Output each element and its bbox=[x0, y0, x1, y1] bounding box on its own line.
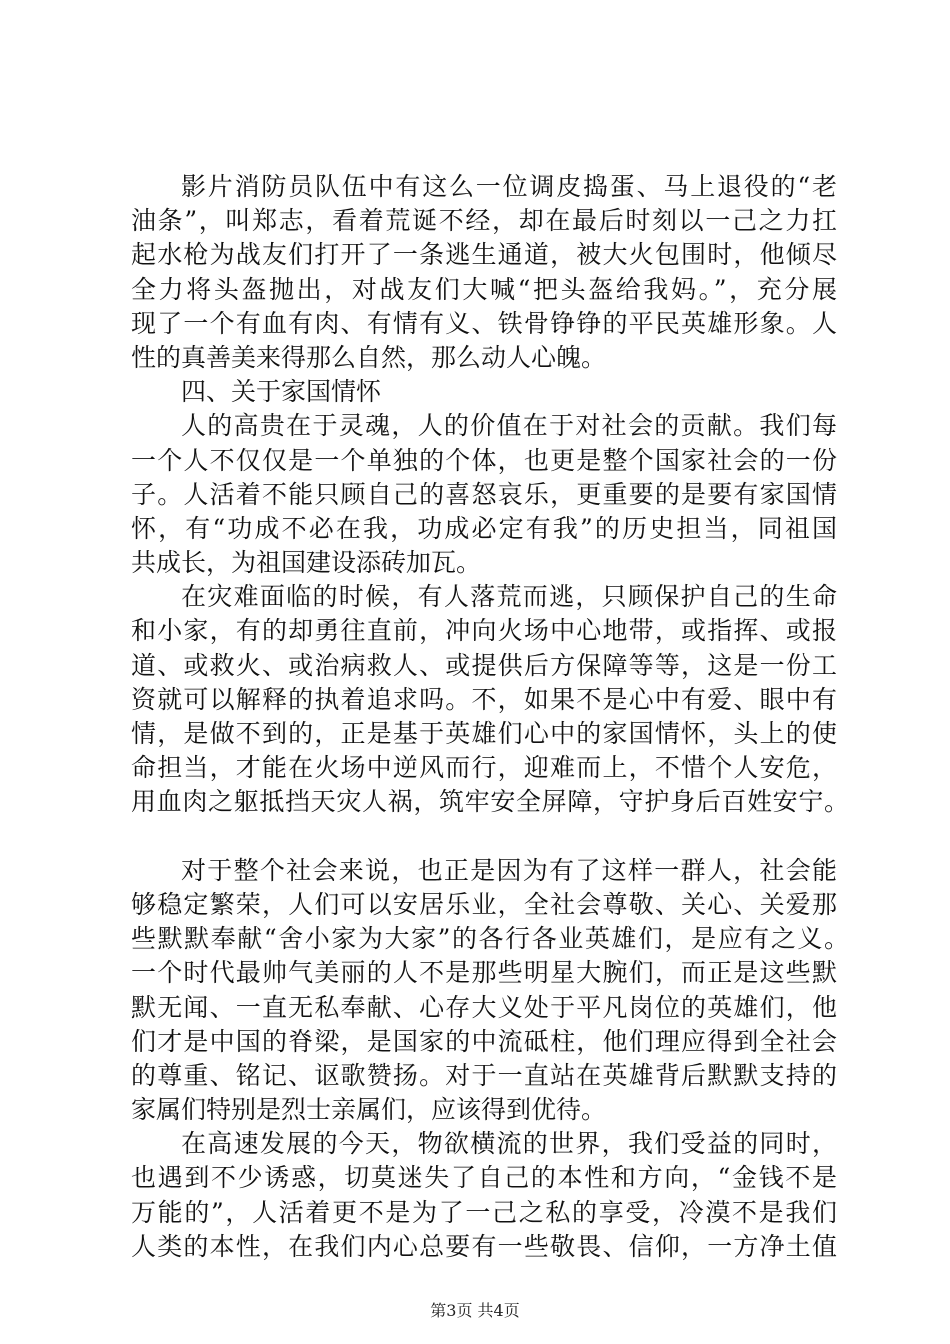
paragraph-disaster bbox=[131, 580, 849, 819]
section-heading bbox=[131, 375, 837, 409]
text-line: 一个时代最帅气美丽的人不是那些明星大腕们，而正是这些默 bbox=[131, 958, 837, 988]
text-line: 也遇到不少诱惑，切莫迷失了自己的本性和方向，“金钱不是 bbox=[131, 1163, 837, 1193]
text-line: 现了一个有血有肉、有情有义、铁骨铮铮的平民英雄形象。人 bbox=[131, 308, 837, 338]
text-line: 家属们特别是烈士亲属们，应该得到优待。 bbox=[131, 1095, 607, 1125]
text-line: 人的高贵在于灵魂，人的价值在于对社会的贡献。我们每 bbox=[181, 411, 837, 441]
text-line: 和小家，有的却勇往直前，冲向火场中心地带，或指挥、或报 bbox=[131, 616, 837, 646]
text-line: 在灾难面临的时候，有人落荒而逃，只顾保护自己的生命 bbox=[181, 582, 837, 612]
section-heading-text: 四、关于家国情怀 bbox=[181, 377, 382, 407]
text-line: 油条”，叫郑志，看着荒诞不经，却在最后时刻以一己之力扛 bbox=[131, 206, 837, 236]
text-line: 共成长，为祖国建设添砖加瓦。 bbox=[131, 548, 482, 578]
text-line: 怀，有“功成不必在我，功成必定有我”的历史担当，同祖国 bbox=[131, 513, 837, 543]
paragraph-society bbox=[131, 854, 849, 1128]
text-line: 性的真善美来得那么自然，那么动人心魄。 bbox=[131, 342, 607, 372]
text-line: 的尊重、铭记、讴歌赞扬。对于一直站在英雄背后默默支持的 bbox=[131, 1060, 837, 1090]
paragraph-firefighter-story bbox=[131, 170, 837, 375]
text-line: 起水枪为战友们打开了一条逃生通道，被大火包围时，他倾尽 bbox=[131, 240, 837, 270]
text-line: 在高速发展的今天，物欲横流的世界，我们受益的同时， bbox=[181, 1129, 837, 1159]
text-line: 够稳定繁荣，人们可以安居乐业，全社会尊敬、关心、关爱那 bbox=[131, 889, 837, 919]
text-line: 情，是做不到的，正是基于英雄们心中的家国情怀，头上的使 bbox=[131, 719, 837, 748]
paragraph-development bbox=[131, 1127, 837, 1264]
text-line: 用血肉之躯抵挡天灾人祸，筑牢安全屏障，守护身后百姓安宁。 bbox=[131, 787, 849, 817]
text-line: 子。人活着不能只顾自己的喜怒哀乐，更重要的是要有家国情 bbox=[131, 479, 837, 509]
text-line: 对于整个社会来说，也正是因为有了这样一群人，社会能 bbox=[181, 855, 837, 885]
text-line: 全力将头盔抛出，对战友们大喊“把头盔给我妈。”，充分展 bbox=[131, 274, 837, 304]
document-body bbox=[131, 170, 849, 1264]
text-line: 资就可以解释的执着追求吗。不，如果不是心中有爱、眼中有 bbox=[131, 684, 837, 714]
text-line: 道、或救火、或治病救人、或提供后方保障等等，这是一份工 bbox=[131, 650, 837, 680]
text-line: 人类的本性，在我们内心总要有一些敬畏、信仰，一方净土值 bbox=[131, 1231, 837, 1261]
text-line: 影片消防员队伍中有这么一位调皮捣蛋、马上退役的“老 bbox=[181, 172, 837, 201]
text-line: 些默默奉献“舍小家为大家”的各行各业英雄们，是应有之义。 bbox=[131, 924, 849, 954]
page-footer bbox=[0, 1300, 950, 1322]
text-line: 命担当，才能在火场中逆风而行，迎难而上，不惜个人安危， bbox=[131, 753, 837, 783]
text-line: 们才是中国的脊梁，是国家的中流砥柱，他们理应得到全社会 bbox=[131, 1026, 837, 1056]
text-line: 一个人不仅仅是一个单独的个体，也更是整个国家社会的一份 bbox=[131, 445, 837, 475]
text-line: 万能的”，人活着更不是为了一己之私的享受，冷漠不是我们 bbox=[131, 1197, 837, 1227]
page-number: 第3页 共4页 bbox=[430, 1301, 520, 1320]
paragraph-value-of-people bbox=[131, 409, 837, 580]
text-line: 默无闻、一直无私奉献、心存大义处于平凡岗位的英雄们，他 bbox=[131, 992, 837, 1022]
paragraph-gap bbox=[131, 820, 837, 854]
